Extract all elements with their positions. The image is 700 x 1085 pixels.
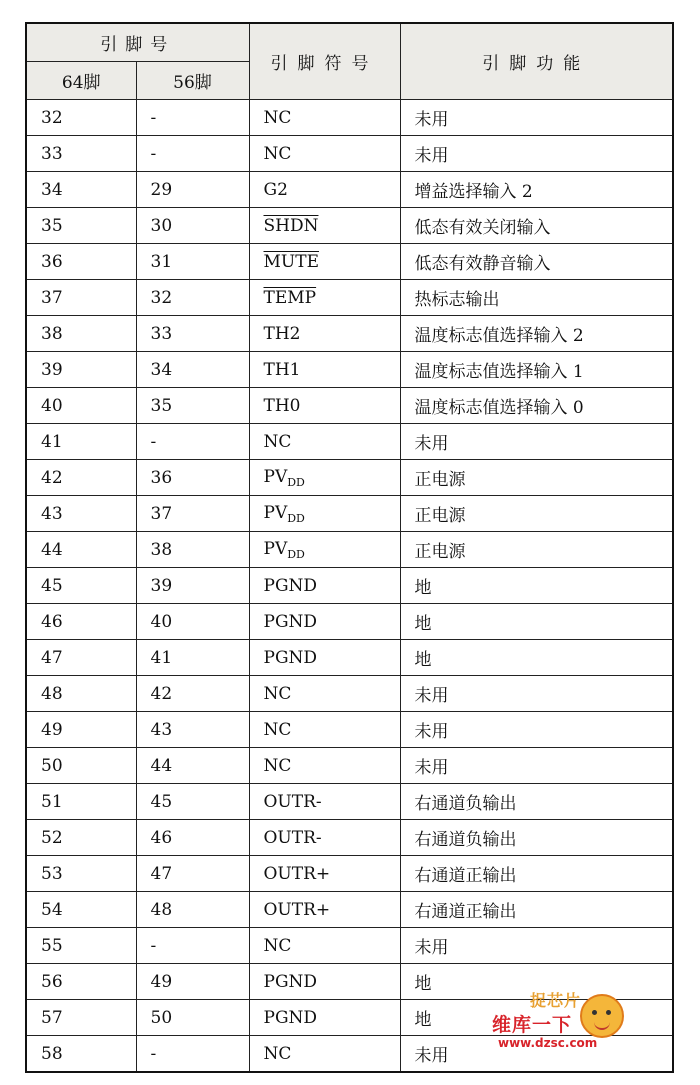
header-pin-function: 引脚功能 — [400, 23, 673, 100]
pin-symbol-cell: NC — [249, 748, 400, 784]
pin-function-cell: 地 — [400, 964, 673, 1000]
pin-64-cell: 37 — [26, 280, 136, 316]
pin-symbol-cell: PGND — [249, 568, 400, 604]
table-row — [26, 748, 673, 784]
pin-symbol-cell: OUTR- — [249, 784, 400, 820]
pin-symbol-cell: PGND — [249, 604, 400, 640]
pin-function-cell: 正电源 — [400, 496, 673, 532]
pin-function-cell: 正电源 — [400, 460, 673, 496]
pin-function-cell: 右通道负输出 — [400, 820, 673, 856]
pin-symbol-cell: $PV_{DD}$ — [249, 460, 400, 496]
pin-function-cell: 未用 — [400, 676, 673, 712]
pin-56-cell: 36 — [136, 460, 249, 496]
pin-function-cell: 右通道负输出 — [400, 784, 673, 820]
watermark-logo — [492, 988, 642, 1058]
pin-64-cell: 47 — [26, 640, 136, 676]
pin-56-cell: 30 — [136, 208, 249, 244]
table-row — [26, 460, 673, 496]
symbol-subscript: DD — [287, 475, 305, 489]
pin-56-cell: 38 — [136, 532, 249, 568]
pin-56-cell: 47 — [136, 856, 249, 892]
pin-64-cell: 50 — [26, 748, 136, 784]
pin-symbol-cell: NC — [249, 676, 400, 712]
table-row — [26, 892, 673, 928]
pin-56-cell: 34 — [136, 352, 249, 388]
pin-64-cell: 44 — [26, 532, 136, 568]
header-pin-56: 56脚 — [136, 62, 249, 100]
pin-56-cell: 35 — [136, 388, 249, 424]
pin-56-cell: 45 — [136, 784, 249, 820]
pin-64-cell: 53 — [26, 856, 136, 892]
pin-56-cell: - — [136, 928, 249, 964]
pin-function-cell: 未用 — [400, 928, 673, 964]
table-row — [26, 640, 673, 676]
table-row — [26, 244, 673, 280]
pin-function-cell: 未用 — [400, 136, 673, 172]
pin-56-cell: - — [136, 100, 249, 136]
pin-symbol-cell: NC — [249, 100, 400, 136]
table-row — [26, 856, 673, 892]
pin-64-cell: 55 — [26, 928, 136, 964]
pin-64-cell: 41 — [26, 424, 136, 460]
header-pin-symbol: 引脚符号 — [249, 23, 400, 100]
table-row — [26, 532, 673, 568]
pin-56-cell: 46 — [136, 820, 249, 856]
pin-symbol-cell: PGND — [249, 640, 400, 676]
pin-56-cell: 31 — [136, 244, 249, 280]
pin-function-cell: 未用 — [400, 712, 673, 748]
pin-function-cell: 低态有效关闭输入 — [400, 208, 673, 244]
pin-function-cell: 热标志输出 — [400, 280, 673, 316]
watermark-top: 捉芯片 — [530, 991, 582, 1010]
pin-64-cell: 43 — [26, 496, 136, 532]
pin-function-cell: 地 — [400, 604, 673, 640]
pin-56-cell: 37 — [136, 496, 249, 532]
pin-symbol-cell: PGND — [249, 964, 400, 1000]
pin-56-cell: - — [136, 1036, 249, 1073]
pin-symbol-cell: OUTR- — [249, 820, 400, 856]
pin-symbol-cell: TH0 — [249, 388, 400, 424]
pin-function-cell: 未用 — [400, 100, 673, 136]
pin-function-cell: 温度标志值选择输入 2 — [400, 316, 673, 352]
pin-64-cell: 58 — [26, 1036, 136, 1073]
pin-symbol-cell: TH2 — [249, 316, 400, 352]
pin-56-cell: 40 — [136, 604, 249, 640]
table-row — [26, 784, 673, 820]
table-row — [26, 604, 673, 640]
pin-table — [25, 22, 674, 1073]
table-row — [26, 424, 673, 460]
pin-64-cell: 51 — [26, 784, 136, 820]
table-row — [26, 496, 673, 532]
pin-symbol-cell: NC — [249, 136, 400, 172]
pin-64-cell: 45 — [26, 568, 136, 604]
table-body — [26, 100, 673, 1073]
pin-symbol-cell: $PV_{DD}$ — [249, 496, 400, 532]
symbol-subscript: DD — [287, 547, 305, 561]
pin-64-cell: 52 — [26, 820, 136, 856]
pin-function-cell: 右通道正输出 — [400, 892, 673, 928]
table-row — [26, 676, 673, 712]
pin-64-cell: 48 — [26, 676, 136, 712]
pin-function-cell: 地 — [400, 1000, 673, 1036]
pin-56-cell: 32 — [136, 280, 249, 316]
pin-64-cell: 38 — [26, 316, 136, 352]
pin-symbol-cell: TH1 — [249, 352, 400, 388]
pin-symbol-cell: TEMP — [249, 280, 400, 316]
pin-56-cell: 49 — [136, 964, 249, 1000]
watermark-url: www.dzsc.com — [498, 1036, 598, 1050]
pin-symbol-cell: PGND — [249, 1000, 400, 1036]
pin-symbol-cell: $PV_{DD}$ — [249, 532, 400, 568]
pin-64-cell: 46 — [26, 604, 136, 640]
header-pin-number: 引脚号 — [26, 23, 249, 62]
pin-64-cell: 49 — [26, 712, 136, 748]
table-row — [26, 712, 673, 748]
pin-symbol-cell: NC — [249, 712, 400, 748]
pin-64-cell: 35 — [26, 208, 136, 244]
pin-symbol-cell: SHDN — [249, 208, 400, 244]
pin-56-cell: 44 — [136, 748, 249, 784]
pin-function-cell: 正电源 — [400, 532, 673, 568]
pin-function-cell: 未用 — [400, 748, 673, 784]
pin-function-cell: 温度标志值选择输入 0 — [400, 388, 673, 424]
header-pin-64: 64脚 — [26, 62, 136, 100]
pin-56-cell: 43 — [136, 712, 249, 748]
pin-56-cell: 41 — [136, 640, 249, 676]
pin-symbol-cell: G2 — [249, 172, 400, 208]
pin-64-cell: 39 — [26, 352, 136, 388]
pin-64-cell: 40 — [26, 388, 136, 424]
pin-symbol-cell: NC — [249, 424, 400, 460]
pin-56-cell: - — [136, 424, 249, 460]
pin-64-cell: 34 — [26, 172, 136, 208]
table-header — [26, 23, 673, 100]
pin-symbol-cell: OUTR+ — [249, 856, 400, 892]
table-row — [26, 280, 673, 316]
pin-56-cell: 50 — [136, 1000, 249, 1036]
pin-function-cell: 地 — [400, 640, 673, 676]
pin-64-cell: 54 — [26, 892, 136, 928]
table-row — [26, 388, 673, 424]
pin-64-cell: 42 — [26, 460, 136, 496]
pin-64-cell: 57 — [26, 1000, 136, 1036]
symbol-subscript: DD — [287, 511, 305, 525]
pin-56-cell: 42 — [136, 676, 249, 712]
pin-56-cell: 48 — [136, 892, 249, 928]
pin-symbol-cell: MUTE — [249, 244, 400, 280]
table-row — [26, 136, 673, 172]
pin-64-cell: 32 — [26, 100, 136, 136]
table-row — [26, 568, 673, 604]
pin-56-cell: 33 — [136, 316, 249, 352]
pin-symbol-cell: OUTR+ — [249, 892, 400, 928]
watermark-brand: 维库一下 — [492, 1014, 573, 1036]
table-row — [26, 928, 673, 964]
pin-64-cell: 56 — [26, 964, 136, 1000]
pin-function-cell: 增益选择输入 2 — [400, 172, 673, 208]
pin-function-cell: 未用 — [400, 1036, 673, 1073]
pin-symbol-cell: NC — [249, 928, 400, 964]
pin-function-cell: 地 — [400, 568, 673, 604]
pin-56-cell: 29 — [136, 172, 249, 208]
pin-function-cell: 未用 — [400, 424, 673, 460]
table-row — [26, 172, 673, 208]
mascot-icon — [580, 994, 624, 1038]
table-row — [26, 100, 673, 136]
table-row — [26, 316, 673, 352]
pin-function-cell: 低态有效静音输入 — [400, 244, 673, 280]
table-row — [26, 352, 673, 388]
pin-function-cell: 右通道正输出 — [400, 856, 673, 892]
pin-symbol-cell: NC — [249, 1036, 400, 1073]
pin-64-cell: 33 — [26, 136, 136, 172]
table-row — [26, 208, 673, 244]
pin-56-cell: 39 — [136, 568, 249, 604]
pin-function-cell: 温度标志值选择输入 1 — [400, 352, 673, 388]
table-row — [26, 820, 673, 856]
pin-64-cell: 36 — [26, 244, 136, 280]
pin-56-cell: - — [136, 136, 249, 172]
